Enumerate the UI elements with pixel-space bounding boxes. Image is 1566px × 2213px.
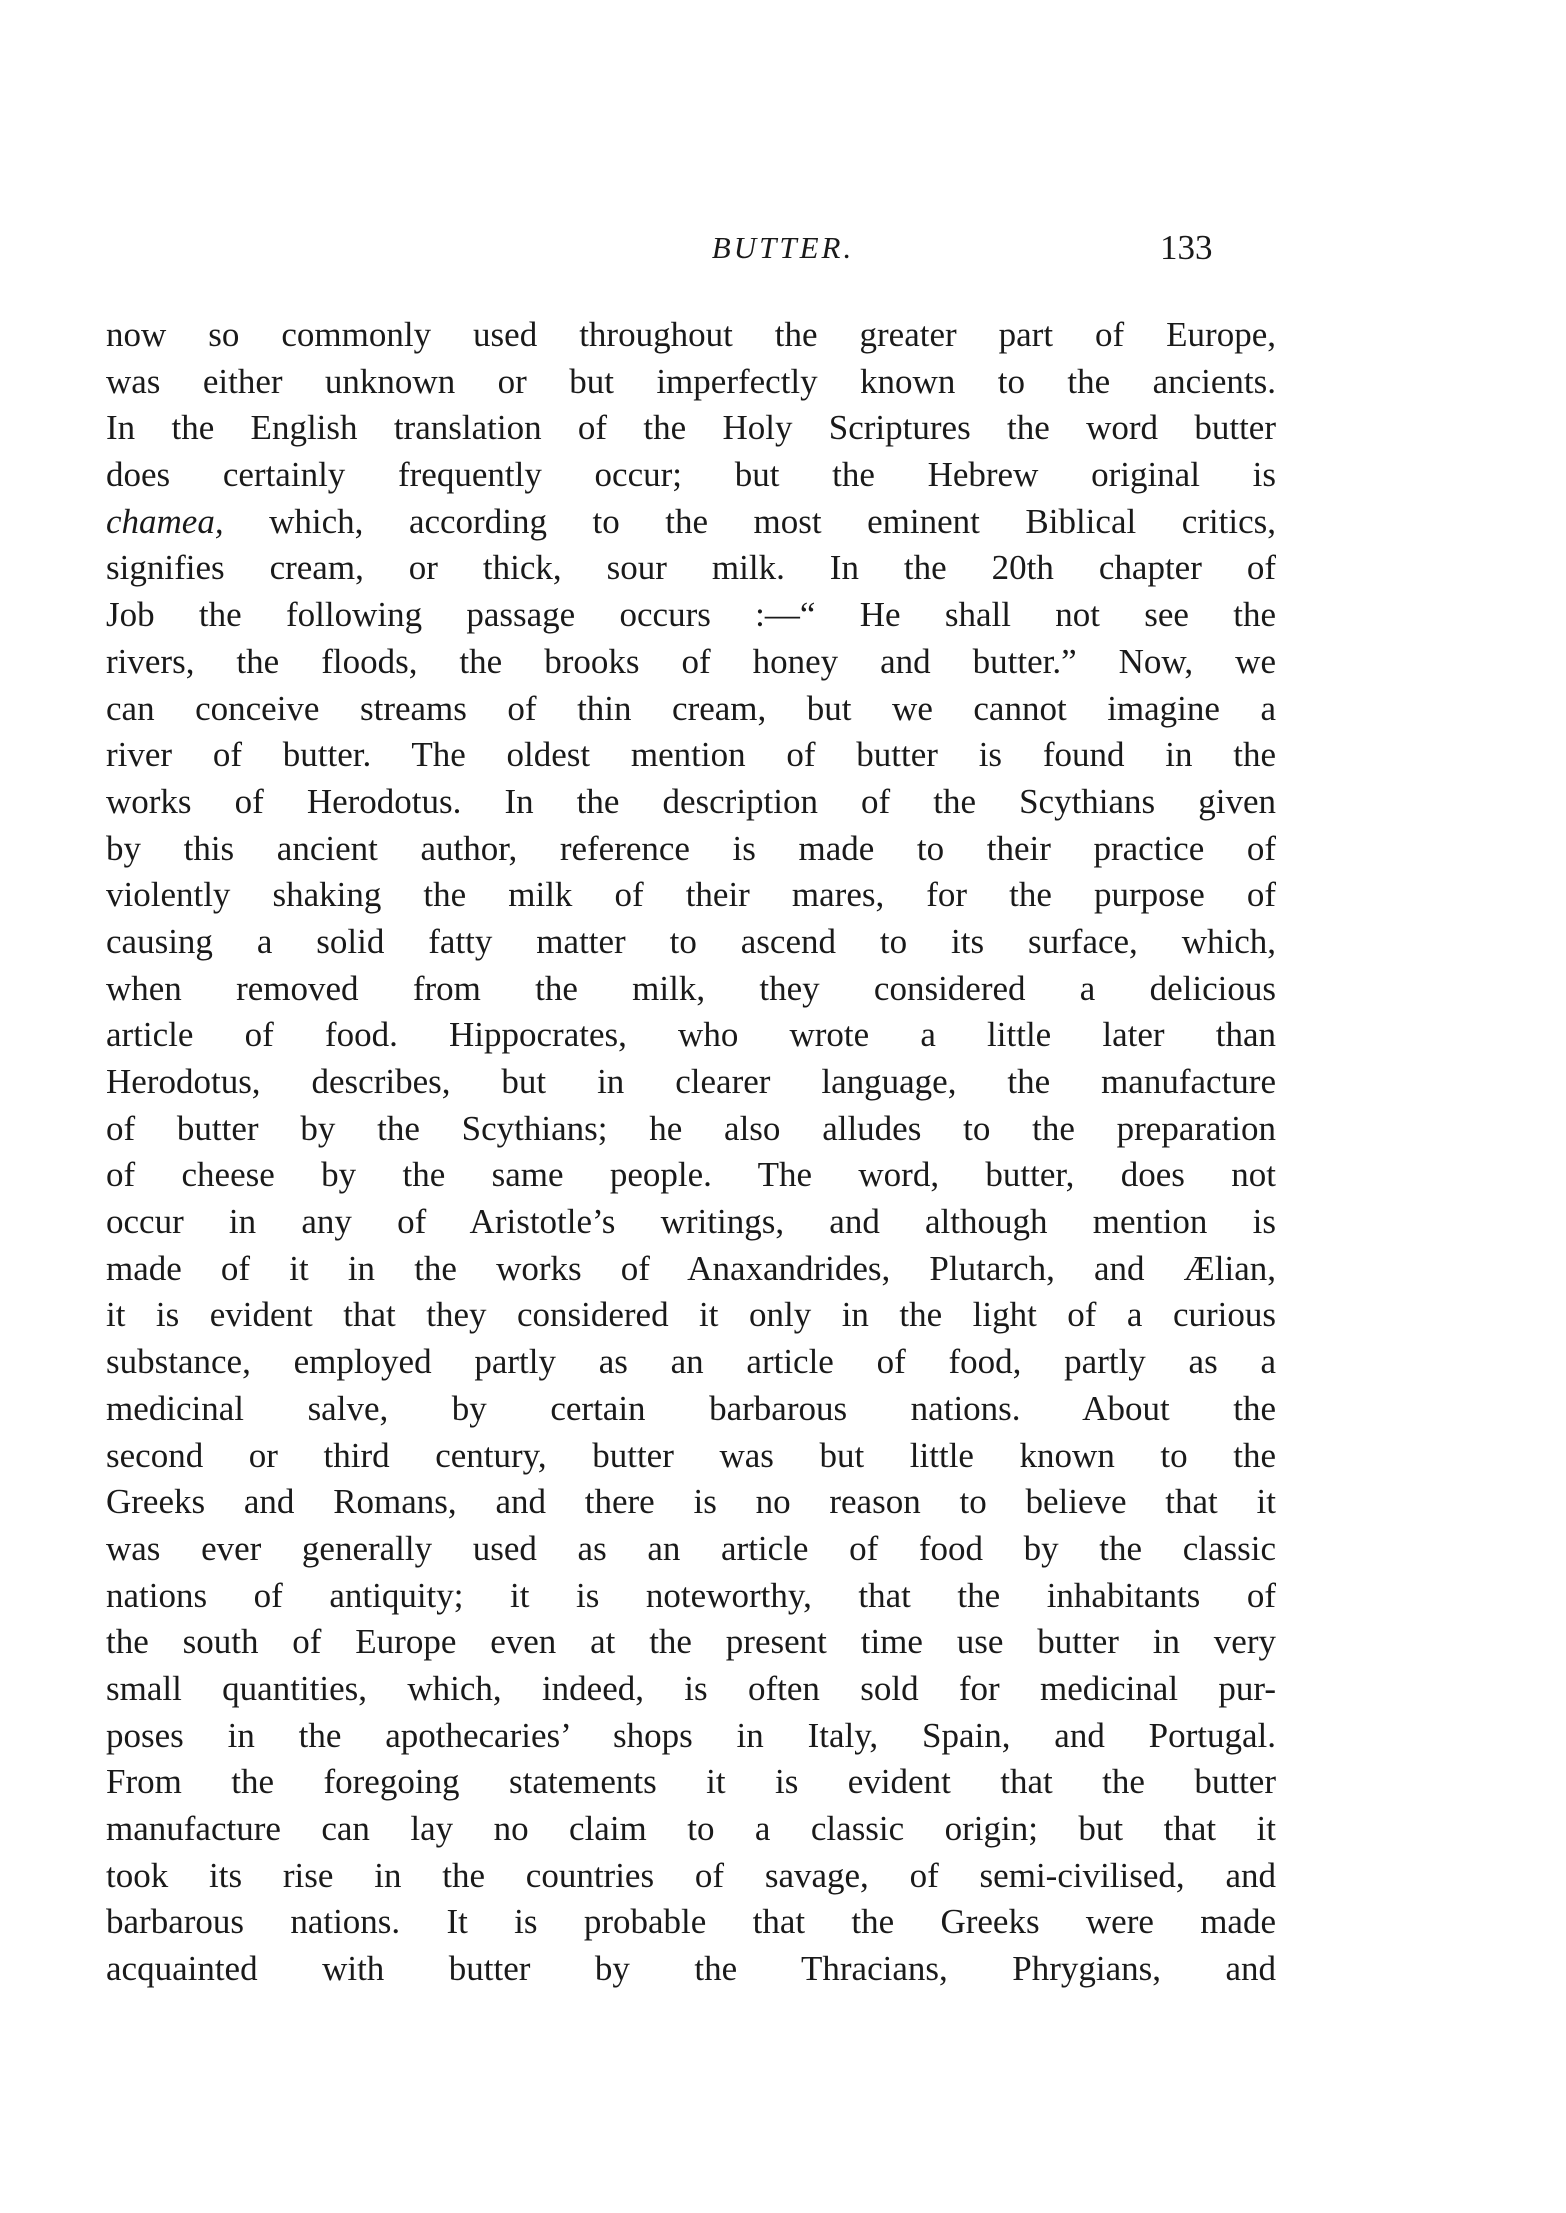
- text-line: when removed from the milk, they considered a delicious: [106, 968, 1276, 1008]
- text-line: Herodotus, describes, but in clearer language, the manufacture: [106, 1062, 1276, 1101]
- text-line: it is evident that they considered it only in the light of a curious: [106, 1295, 1276, 1335]
- text-line: violently shaking the milk of their mares, for the purpose of: [106, 875, 1276, 915]
- text-line: manufacture can lay no claim to a classic origin; but that it: [106, 1809, 1276, 1848]
- text-line: the south of Europe even at the present time use butter in very: [106, 1622, 1276, 1662]
- page-number: 133: [1160, 228, 1213, 267]
- text-line: [106, 499, 1276, 546]
- text-line: medicinal salve, by certain barbarous nations. About the: [106, 1388, 1276, 1428]
- text-line: rivers, the floods, the brooks of honey and butter.” Now, we: [106, 641, 1276, 681]
- text-line: signifies cream, or thick, sour milk. In the 20th chapter of: [106, 548, 1276, 588]
- text-line-rest: which, according to the most eminent Biblical critics,: [223, 501, 1276, 541]
- italic-word-chamea: chamea,: [106, 501, 224, 541]
- text-line: now so commonly used throughout the greater part of Europe,: [106, 315, 1276, 354]
- text-line: works of Herodotus. In the description of the Scythians given: [106, 781, 1276, 821]
- text-line: of cheese by the same people. The word, butter, does not: [106, 1155, 1276, 1195]
- text-line: occur in any of Aristotle’s writings, and although mention is: [106, 1202, 1276, 1242]
- text-line: took its rise in the countries of savage, of semi-civilised, and: [106, 1855, 1276, 1895]
- text-line: barbarous nations. It is probable that the Greeks were made: [106, 1902, 1276, 1942]
- running-title: BUTTER.: [711, 230, 855, 265]
- text-line: Greeks and Romans, and there is no reason to believe that it: [106, 1482, 1276, 1522]
- text-line: of butter by the Scythians; he also alludes to the preparation: [106, 1108, 1276, 1148]
- text-line: by this ancient author, reference is made to their practice of: [106, 828, 1276, 868]
- text-line: river of butter. The oldest mention of butter is found in the: [106, 735, 1276, 775]
- text-line: was either unknown or but imperfectly known to the ancients.: [106, 361, 1276, 401]
- text-line: does certainly frequently occur; but the Hebrew original is: [106, 455, 1276, 495]
- text-line: was ever generally used as an article of food by the classic: [106, 1528, 1276, 1568]
- text-line: substance, employed partly as an article of food, partly as a: [106, 1342, 1276, 1382]
- text-line: can conceive streams of thin cream, but we cannot imagine a: [106, 688, 1276, 728]
- text-line: From the foregoing statements it is evident that the butter: [106, 1762, 1276, 1802]
- text-line: made of it in the works of Anaxandrides, Plutarch, and Ælian,: [106, 1248, 1276, 1288]
- text-line: acquainted with butter by the Thracians, Phrygians, and: [106, 1949, 1276, 1989]
- body-text: [106, 312, 1276, 1993]
- text-line: poses in the apothecaries’ shops in Italy, Spain, and Portugal.: [106, 1715, 1276, 1755]
- text-line: nations of antiquity; it is noteworthy, that the inhabitants of: [106, 1575, 1276, 1615]
- text-line: small quantities, which, indeed, is often sold for medicinal pur-: [106, 1668, 1276, 1708]
- text-line: second or third century, butter was but little known to the: [106, 1435, 1276, 1475]
- text-line: In the English translation of the Holy Scriptures the word butter: [106, 408, 1276, 448]
- text-line: Job the following passage occurs :—“ He shall not see the: [106, 595, 1276, 635]
- text-line: causing a solid fatty matter to ascend to its surface, which,: [106, 921, 1276, 961]
- text-line: article of food. Hippocrates, who wrote a little later than: [106, 1015, 1276, 1055]
